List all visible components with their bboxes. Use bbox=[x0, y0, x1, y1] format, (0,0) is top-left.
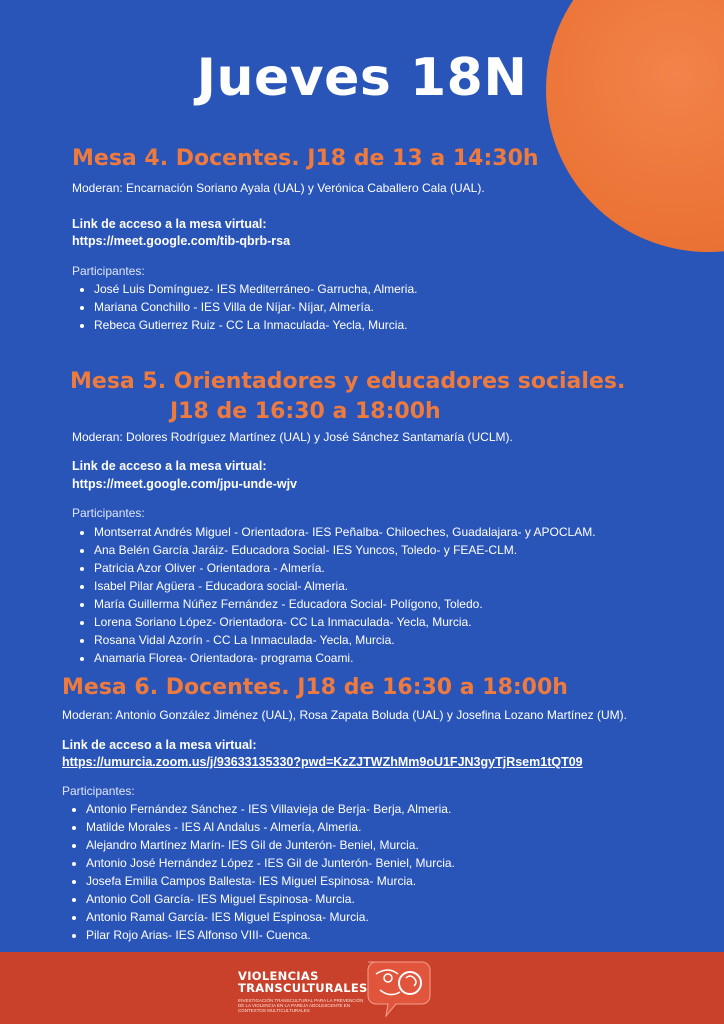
list-item: • Mariana Conchillo - IES Villa de Níjar- Níjar, Almería. bbox=[94, 298, 417, 316]
list-item: • Antonio Ramal García- IES Miguel Espinosa- Murcia. bbox=[86, 908, 455, 926]
list-item: • Antonio José Hernández López - IES Gil de Junterón- Beniel, Murcia. bbox=[86, 854, 455, 872]
mesa-4-moderators: Moderan: Encarnación Soriano Ayala (UAL) y Verónica Caballero Cala (UAL). bbox=[72, 181, 485, 195]
logo-subtitle: INVESTIGACIÓN TRANSCULTURAL PARA LA PREVENCIÓN DE LA VIOLENCIA EN LA PAREJA ADOLESCENTE EN CONTEXTOS MULTICULTURALES bbox=[238, 998, 364, 1013]
mesa-5-participants-label: Participantes: bbox=[72, 506, 145, 520]
mesa-6-link[interactable]: https://umurcia.zoom.us/j/93633135330?pwd=KzZJTWZhMm9oU1FJN3gyTjRsem1tQT09 bbox=[62, 755, 583, 769]
list-item: • Patricia Azor Oliver - Orientadora - Almería. bbox=[94, 559, 596, 577]
list-item: • José Luis Domínguez- IES Mediterráneo- Garrucha, Almeria. bbox=[94, 280, 417, 298]
speech-bubble-face-icon bbox=[362, 956, 442, 1020]
list-item: • Matilde Morales - IES Al Andalus - Almería, Almeria. bbox=[86, 818, 455, 836]
list-item: • Ana Belén García Jaráiz- Educadora Social- IES Yuncos, Toledo- y FEAE-CLM. bbox=[94, 541, 596, 559]
list-item: • Lorena Soriano López- Orientadora- CC La Inmaculada- Yecla, Murcia. bbox=[94, 613, 596, 631]
logo-line-1: VIOLENCIAS bbox=[238, 969, 319, 983]
mesa-4-participants-list bbox=[74, 280, 417, 334]
list-item: • Rebeca Gutierrez Ruiz - CC La Inmaculada- Yecla, Murcia. bbox=[94, 316, 417, 334]
list-item: • Alejandro Martínez Marín- IES Gil de Junterón- Beniel, Murcia. bbox=[86, 836, 455, 854]
mesa-5-link[interactable]: https://meet.google.com/jpu-unde-wjv bbox=[72, 477, 297, 491]
list-item: • Montserrat Andrés Miguel - Orientadora- IES Peñalba- Chiloeches, Guadalajara- y APOCLAM. bbox=[94, 523, 596, 541]
mesa-5-title-line2: J18 de 16:30 a 18:00h bbox=[170, 399, 441, 424]
list-item: • Antonio Coll García- IES Miguel Espinosa- Murcia. bbox=[86, 890, 455, 908]
mesa-5-title-line1: Mesa 5. Orientadores y educadores sociales. bbox=[70, 369, 626, 394]
list-item: • Pilar Rojo Arias- IES Alfonso VIII- Cuenca. bbox=[86, 926, 455, 944]
mesa-4-link[interactable]: https://meet.google.com/tib-qbrb-rsa bbox=[72, 234, 291, 248]
list-item: • Isabel Pilar Agüera - Educadora social- Almeria. bbox=[94, 577, 596, 595]
logo-text bbox=[238, 970, 368, 994]
mesa-4-participants-label: Participantes: bbox=[72, 264, 145, 278]
mesa-5-moderators: Moderan: Dolores Rodríguez Martínez (UAL) y José Sánchez Santamaría (UCLM). bbox=[72, 430, 513, 444]
mesa-4-title: Mesa 4. Docentes. J18 de 13 a 14:30h bbox=[72, 146, 539, 171]
mesa-4-link-label: Link de acceso a la mesa virtual: bbox=[72, 217, 267, 231]
list-item: • Anamaria Florea- Orientadora- programa Coami. bbox=[94, 649, 596, 667]
mesa-6-participants-label: Participantes: bbox=[62, 784, 135, 798]
list-item: • María Guillerma Núñez Fernández - Educadora Social- Polígono, Toledo. bbox=[94, 595, 596, 613]
logo-line-2: TRANSCULTURALES bbox=[238, 981, 368, 995]
mesa-6-title: Mesa 6. Docentes. J18 de 16:30 a 18:00h bbox=[62, 675, 568, 700]
mesa-5-participants-list bbox=[74, 523, 596, 667]
mesa-6-moderators: Moderan: Antonio González Jiménez (UAL), Rosa Zapata Boluda (UAL) y Josefina Lozano Martínez (UM). bbox=[62, 708, 627, 722]
list-item: • Josefa Emilia Campos Ballesta- IES Miguel Espinosa- Murcia. bbox=[86, 872, 455, 890]
page-title: Jueves 18N bbox=[196, 48, 528, 108]
list-item: • Rosana Vidal Azorín - CC La Inmaculada- Yecla, Murcia. bbox=[94, 631, 596, 649]
mesa-6-participants-list bbox=[66, 800, 455, 944]
mesa-5-link-label: Link de acceso a la mesa virtual: bbox=[72, 459, 267, 473]
violencias-transculturales-logo bbox=[226, 956, 446, 1020]
mesa-6-link-label: Link de acceso a la mesa virtual: bbox=[62, 738, 257, 752]
list-item: • Antonio Fernández Sánchez - IES Villavieja de Berja- Berja, Almeria. bbox=[86, 800, 455, 818]
decorative-sun-circle bbox=[546, 0, 724, 252]
